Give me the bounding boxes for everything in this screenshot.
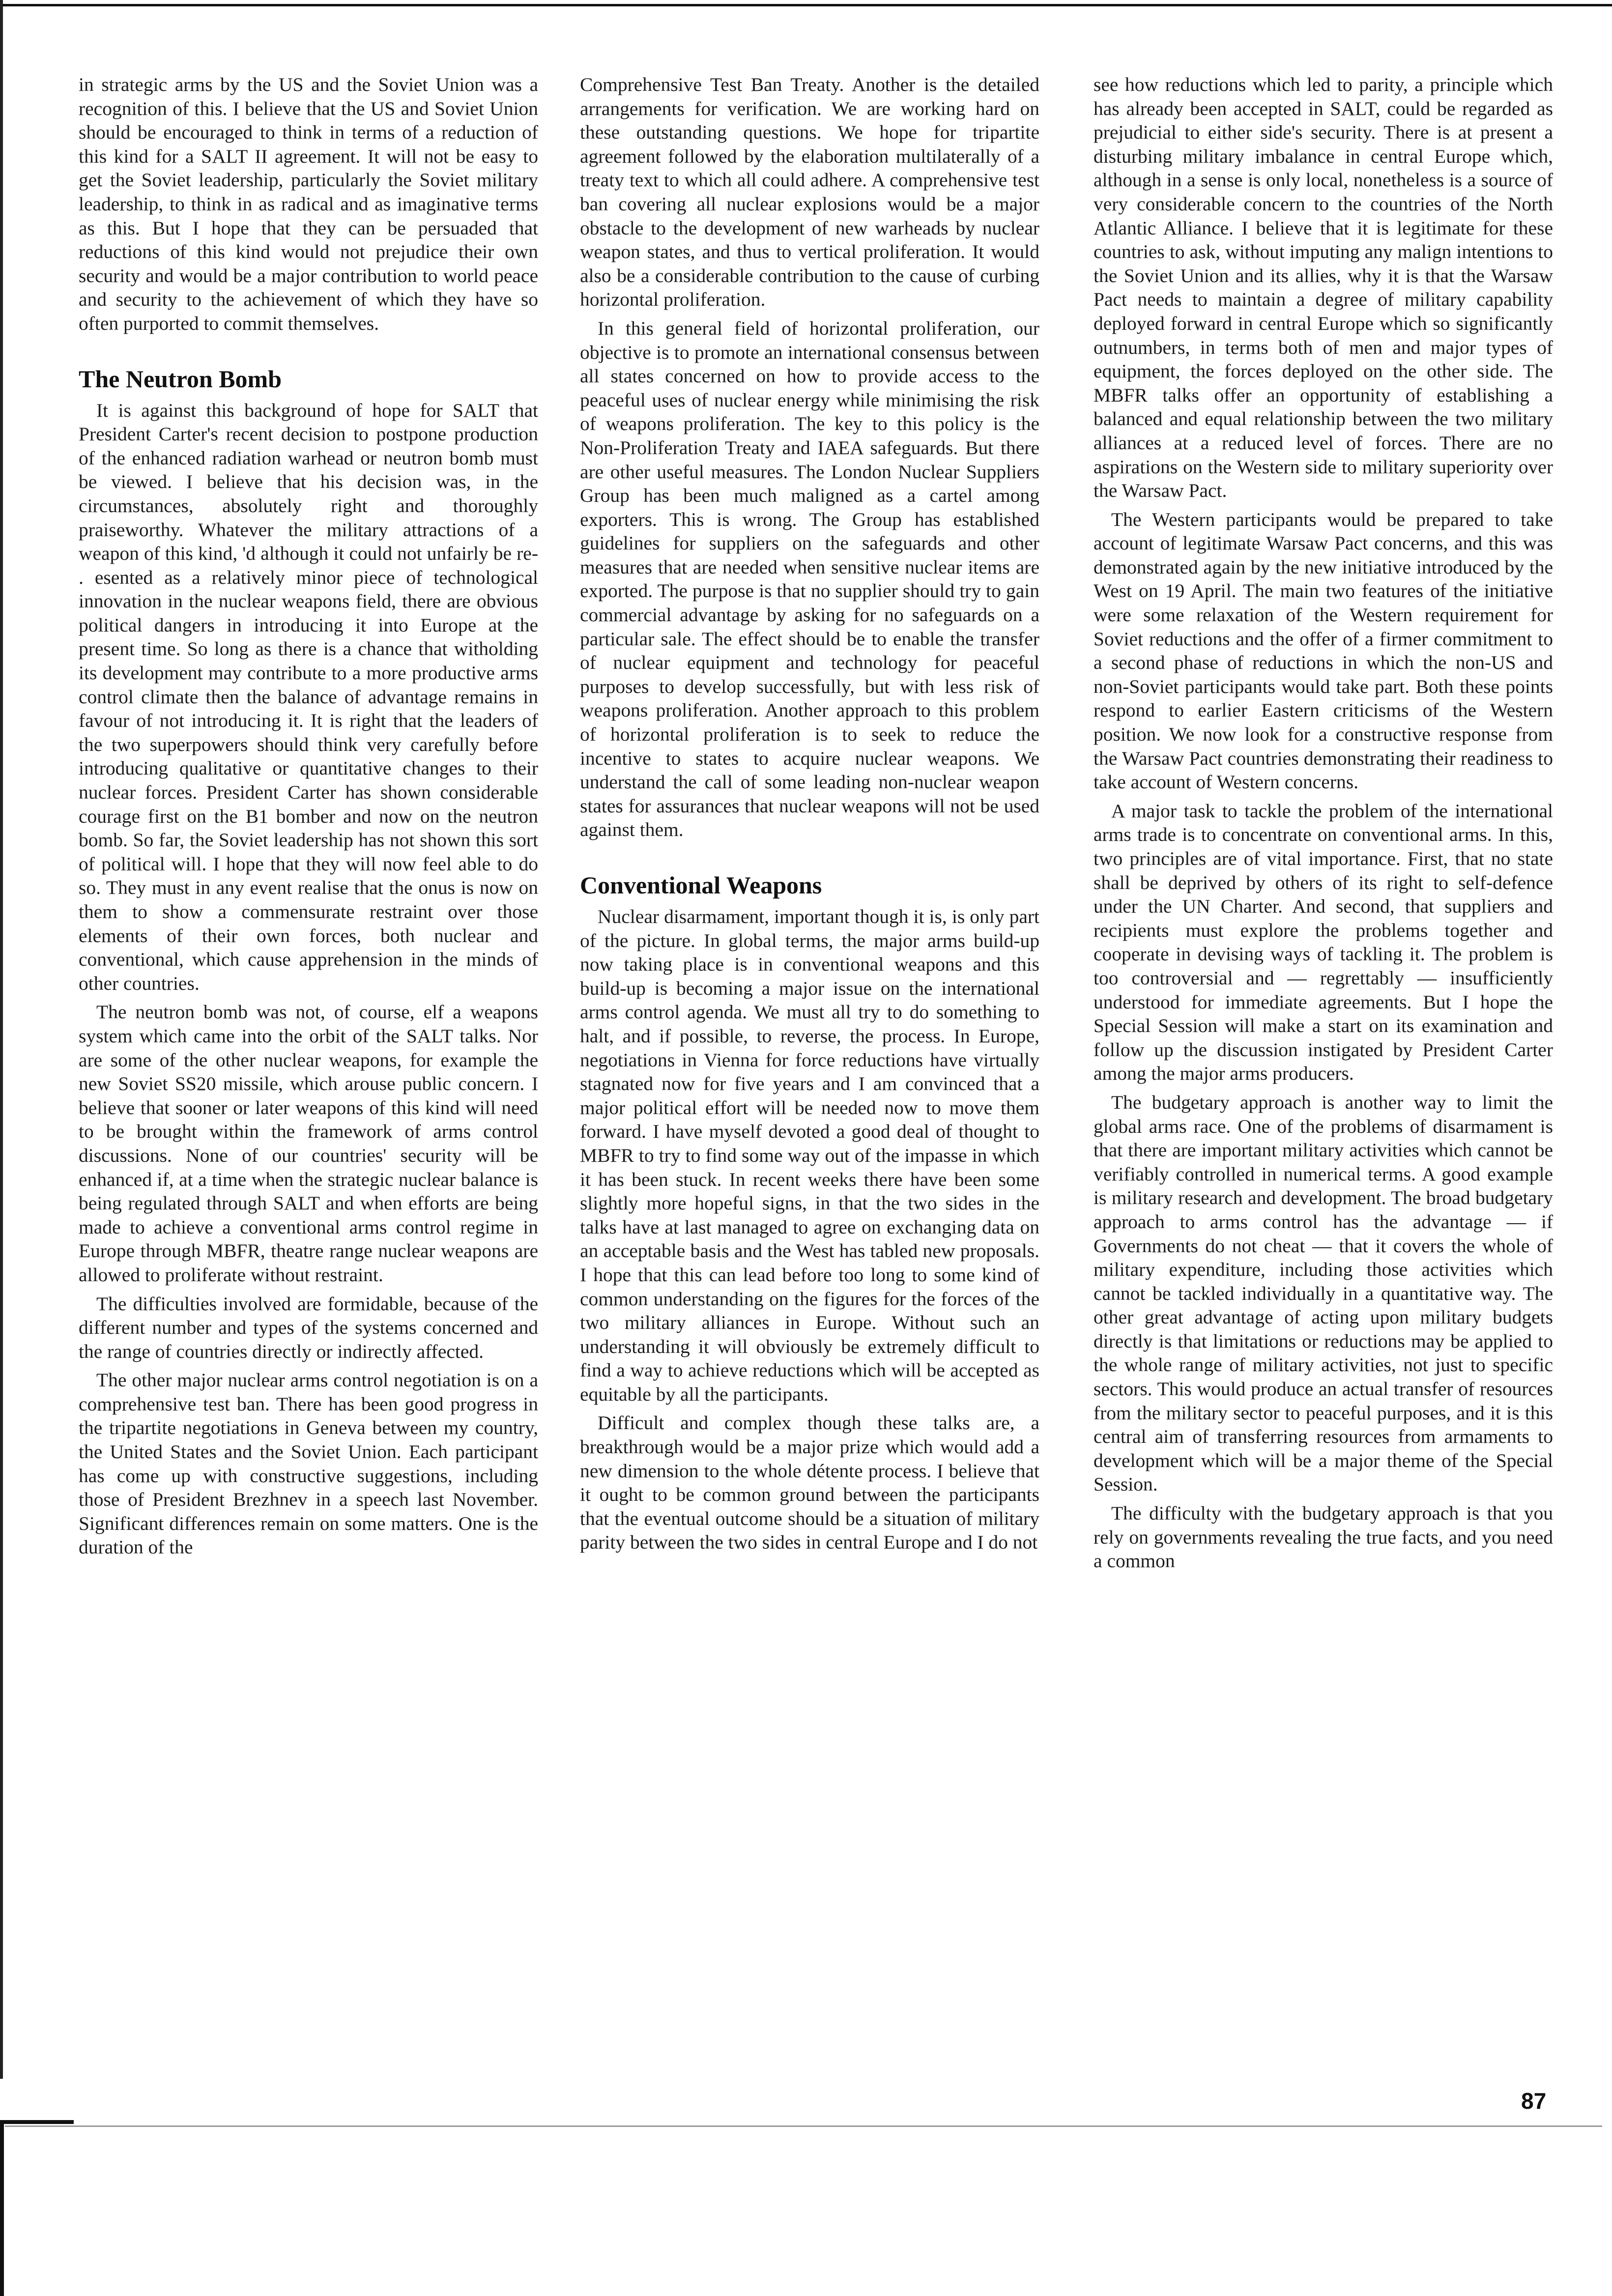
paragraph: in strategic arms by the US and the Soviet Union was a recognition of this. I believe that the US and Soviet Union should be encouraged to think in terms of a reduction of this kind for a SALT II agreement. It will not be easy to get the Soviet leadership, particularly the Soviet military leadership, to think in as radical and as imaginative terms as this. But I hope that they can be persuaded that reductions of this kind would not prejudice their own security and would be a major contribution to world peace and security to the achievement of which they have so often purported to commit themselves. — [79, 74, 538, 334]
paragraph: Nuclear disarmament, important though it is, is only part of the picture. In global terms, the major arms build-up now taking place is in conventional weapons and this build-up is becoming a major issue on the international arms control agenda. We must all try to do something to halt, and if possible, to reverse, the process. In Europe, negotiations in Vienna for force reductions have virtually stagnated now for five years and I am convinced that a major political effort will be needed now to move them forward. I have myself devoted a good deal of thought to MBFR to try to find some way out of the impasse in which it has been stuck. In recent weeks there have been some slightly more hopeful signs, in that the two sides in the talks have at last managed to agree on exchanging data on an acceptable basis and the West has tabled new proposals. I hope that this can lead before too long to some kind of common understanding on the figures for the forces of the two military alliances in Europe. Without such an understanding it will obviously be extremely difficult to find a way to achieve reductions which will be accepted as equitable by all the participants. — [580, 906, 1039, 1405]
left-border-rule — [0, 0, 3, 2079]
paragraph: The budgetary approach is another way to limit the global arms race. One of the problems of disarmament is that there are important military activities which cannot be verifiably controlled in numerical terms. A good example is military research and development. The broad budgetary approach to arms control has the advantage — if Governments do not cheat — that it covers the whole of military expenditure, including those activities which cannot be tackled individually in a quantitative way. The other great advantage of acting upon military budgets directly is that limitations or reductions may be applied to the whole range of military activities, not just to specific sectors. This would produce an actual transfer of resources from the military sector to peaceful purposes, and it is this central aim of transferring resources from armaments to development which will be a major theme of the Special Session. — [1094, 1091, 1553, 1495]
text-column-right — [1094, 73, 1553, 1573]
bottom-border-rule — [5, 2125, 1602, 2127]
paragraph: In this general field of horizontal proliferation, our objective is to promote an international consensus between all states concerned on how to provide access to the peaceful uses of nuclear energy while minimising the risk of weapons proliferation. The key to this policy is the Non-Proliferation Treaty and IAEA safeguards. But there are other useful measures. The London Nuclear Suppliers Group has been much maligned as a cartel among exporters. This is wrong. The Group has established guidelines for suppliers on the safeguards and other measures that are needed when sensitive nuclear items are exported. The purpose is that no supplier should try to gain commercial advantage by asking for no safeguards on a particular sale. The effect should be to enable the transfer of nuclear equipment and technology for peaceful purposes to develop successfully, but with less risk of weapons proliferation. Another approach to this problem of horizontal proliferation is to seek to reduce the incentive to states to acquire nuclear weapons. We understand the call of some leading non-nuclear weapon states for assurances that nuclear weapons will not be used against them. — [580, 317, 1039, 841]
section-heading: Conventional Weapons — [580, 871, 822, 899]
top-border-rule — [0, 4, 1612, 6]
section-heading: The Neutron Bomb — [79, 365, 282, 393]
text-column-left — [79, 73, 538, 1559]
text-column-middle — [580, 73, 1039, 1554]
paragraph: Difficult and complex though these talks are, a breakthrough would be a major prize which would add a new dimension to the whole détente process. I believe that it ought to be common ground between the participants that the eventual outcome should be a situation of military parity between the two sides in central Europe and I do not — [580, 1412, 1039, 1553]
crop-mark-vertical — [0, 2120, 4, 2296]
paragraph: A major task to tackle the problem of the international arms trade is to concentrate on conventional arms. In this, two principles are of vital importance. First, that no state shall be deprived by others of its right to self-defence under the UN Charter. And second, that suppliers and recipients must explore the problems together and cooperate in devising ways of tackling it. The problem is too controversial and — regrettably — insufficiently understood for immediate agreements. But I hope the Special Session will make a start on its examination and follow up the discussion instigated by President Carter among the major arms producers. — [1094, 800, 1553, 1085]
paragraph: The other major nuclear arms control negotiation is on a comprehensive test ban. There has been good progress in the tripartite negotiations in Geneva between my country, the United States and the Soviet Union. Each participant has come up with constructive suggestions, including those of President Brezhnev in a speech last November. Significant differences remain on some matters. One is the duration of the — [79, 1369, 538, 1558]
paragraph: Comprehensive Test Ban Treaty. Another is the detailed arrangements for verification. We are working hard on these outstanding questions. We hope for tripartite agreement followed by the elaboration multilaterally of a treaty text to which all could adhere. A comprehensive test ban covering all nuclear explosions would be a major obstacle to the development of new warheads by nuclear weapon states, and thus to vertical proliferation. It would also be a considerable contribution to the cause of curbing horizontal proliferation. — [580, 74, 1039, 311]
crop-mark-horizontal — [0, 2120, 74, 2124]
paragraph: The difficulties involved are formidable, because of the different number and types of the systems concerned and the range of countries directly or indirectly affected. — [79, 1292, 538, 1362]
paragraph: see how reductions which led to parity, a principle which has already been accepted in SALT, could be regarded as prejudicial to either side's security. There is at present a disturbing military imbalance in central Europe which, although in a sense is only local, nonetheless is a source of very considerable concern to the countries of the North Atlantic Alliance. I believe that it is legitimate for these countries to ask, without imputing any malign intentions to the Soviet Union and its allies, why it is that the Warsaw Pact needs to maintain a degree of military capability deployed forward in central Europe which so significantly outnumbers, in terms both of men and major types of equipment, the forces deployed on the other side. The MBFR talks offer an opportunity of establishing a balanced and equal relationship between the two military alliances at a reduced level of forces. There are no aspirations on the Western side to military superiority over the Warsaw Pact. — [1094, 74, 1553, 502]
paragraph: The difficulty with the budgetary approach is that you rely on governments revealing the true facts, and you need a common — [1094, 1502, 1553, 1572]
paragraph: The neutron bomb was not, of course, ⁠elf a weapons system which came into the orbit of the SALT talks. Nor are some of the other nuclear weapons, for example the new Soviet SS20 missile, which arouse public concern. I believe that sooner or later weapons of this kind will need to be brought within the framework of arms control discussions. None of our countries' security will be enhanced if, at a time when the strategic nuclear balance is being regulated through SALT and when efforts are being made to achieve a conventional arms control regime in Europe through MBFR, theatre range nuclear weapons are allowed to proliferate without restraint. — [79, 1001, 538, 1286]
paragraph: It is against this background of hope for SALT that President Carter's recent decision to postpone production of the enhanced radiation warhead or neutron bomb must be viewed. I believe that his decision was, in the circumstances, absolutely right and thoroughly praiseworthy. Whatever the military attractions of a weapon of this kind, ⁠'d although it could not unfairly be re- ⁠. esented as a relatively minor piece of technological innovation in the nuclear weapons field, there are obvious political dangers in introducing it into Europe at the present time. So long as there is a chance that witholding its development may contribute to a more productive arms control climate then the balance of advantage remains in favour of not introducing it. It is right that the leaders of the two superpowers should think very carefully before introducing qualitative or quantitative changes to their nuclear forces. President Carter has shown considerable courage first on the B1 bomber and now on the neutron bomb. So far, the Soviet leadership has not shown this sort of political will. I hope that they will now feel able to do so. They must in any event realise that the onus is now on them to show a commensurate restraint over those elements of their own forces, both nuclear and conventional, which cause apprehension in the minds of other countries. — [79, 399, 538, 994]
page-number: 87 — [1521, 2088, 1547, 2114]
paragraph: The Western participants would be prepared to take account of legitimate Warsaw Pact concerns, and this was demonstrated again by the new initiative introduced by the West on 19 April. The main two features of the initiative were some relaxation of the Western requirement for Soviet reductions and the offer of a firmer commitment to a second phase of reductions in which the non-US and non-Soviet participants would take part. Both these points respond to earlier Eastern criticisms of the Western position. We now look for a constructive response from the Warsaw Pact countries demonstrating their readiness to take account of Western concerns. — [1094, 508, 1553, 793]
